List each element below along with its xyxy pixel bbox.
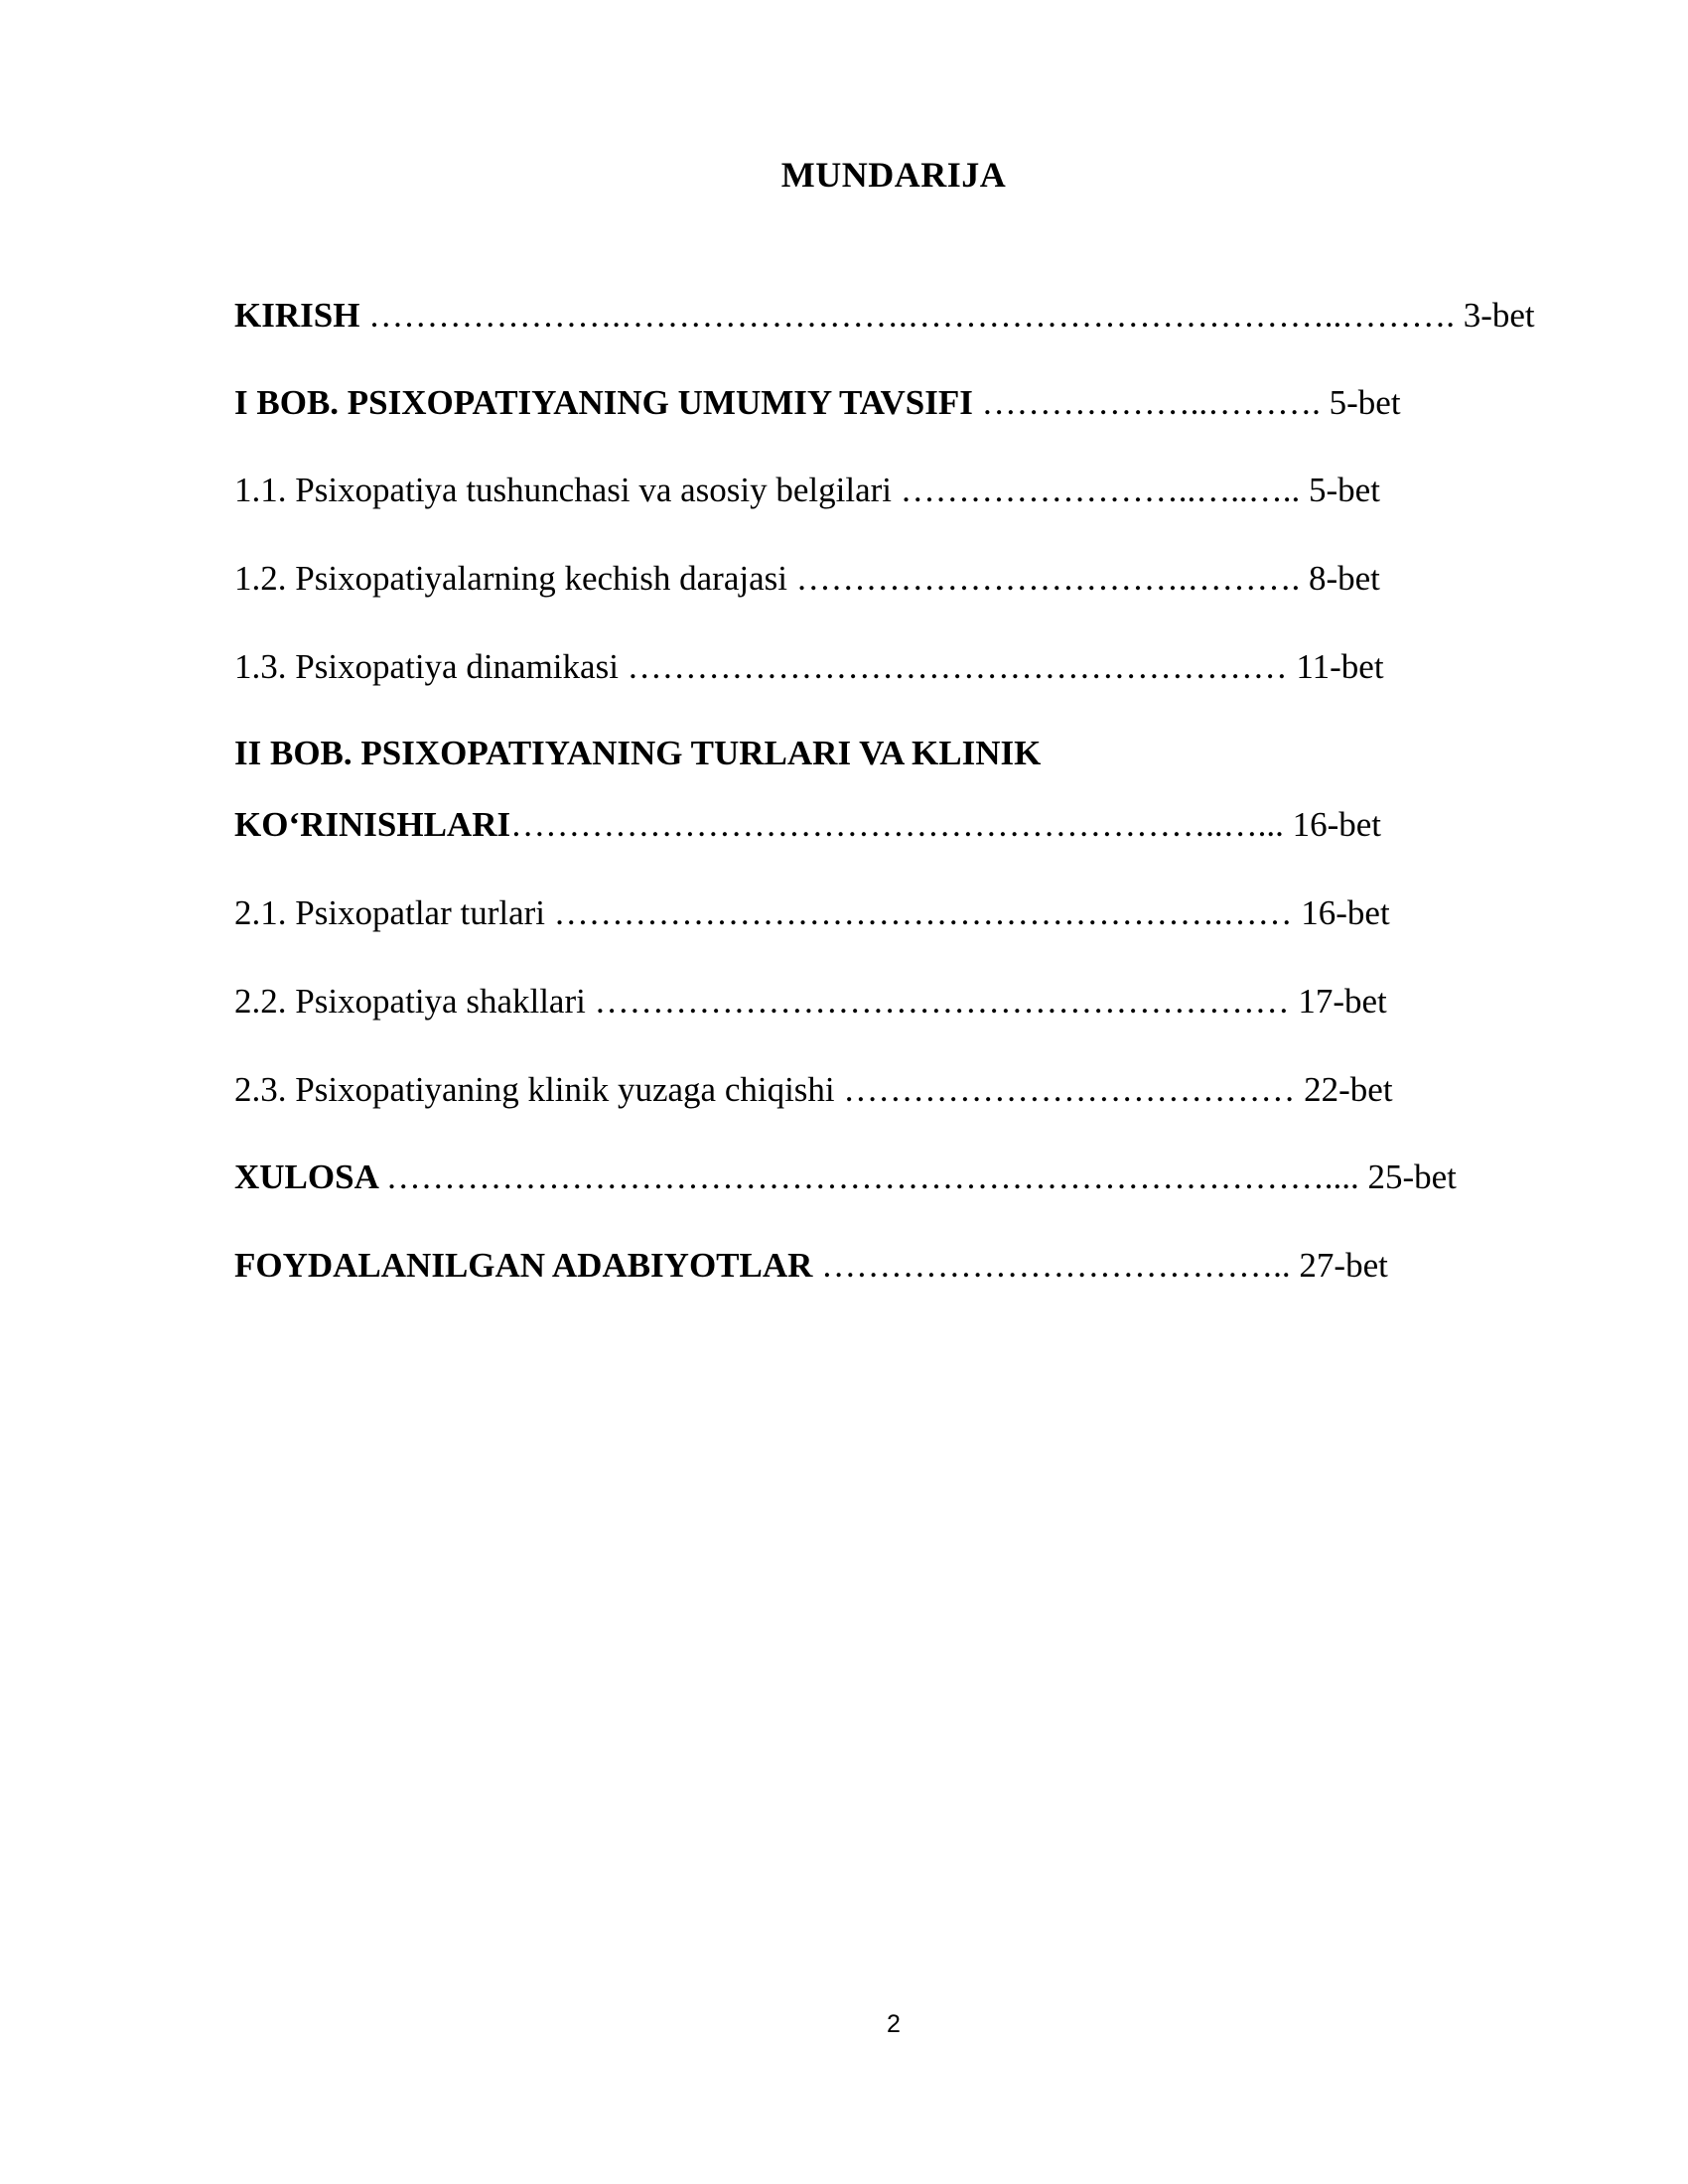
toc-page-ref: 5-bet	[1309, 471, 1380, 509]
page-title: MUNDARIJA	[780, 155, 1007, 195]
toc-entry-label: KO‘RINISHLARI	[234, 805, 511, 844]
toc-page-ref: 5-bet	[1329, 383, 1401, 422]
toc-page-ref: 25-bet	[1367, 1158, 1457, 1196]
toc-entry-1-1	[234, 469, 1380, 512]
page-number: 2	[887, 2010, 901, 2038]
toc-leader-dots: ………………….…………………….………………………………..……….	[368, 296, 1455, 335]
toc-entry-2-3	[234, 1068, 1393, 1112]
toc-page-ref: 11-bet	[1296, 647, 1384, 686]
toc-leader-dots: ……………………………………………………..…...	[510, 805, 1284, 844]
toc-entry-xulosa	[234, 1156, 1457, 1199]
toc-leader-dots: ……………………..…..…..	[900, 471, 1301, 509]
toc-entry-label: I BOB. PSIXOPATIYANING UMUMIY TAVSIFI	[234, 383, 973, 422]
toc-entry-kirish	[234, 294, 1535, 338]
toc-entry-chapter-1	[234, 381, 1401, 425]
toc-entry-label: 2.2. Psixopatiya shakllari	[234, 982, 586, 1021]
toc-page-ref: 27-bet	[1299, 1246, 1388, 1285]
toc-page-ref: 16-bet	[1301, 893, 1390, 932]
toc-leader-dots: …………………………………..	[821, 1246, 1291, 1285]
toc-entry-label: KIRISH	[234, 296, 360, 335]
toc-entry-label: II BOB. PSIXOPATIYANING TURLARI VA KLINIK	[234, 734, 1042, 772]
toc-leader-dots: …………………………….……….	[795, 559, 1301, 598]
toc-leader-dots: …………………………………	[843, 1070, 1296, 1109]
toc-entry-chapter-2-line-2	[234, 803, 1381, 847]
toc-page-ref: 22-bet	[1304, 1070, 1393, 1109]
toc-entry-1-2	[234, 557, 1380, 601]
toc-page-ref: 8-bet	[1308, 559, 1380, 598]
toc-entry-label: FOYDALANILGAN ADABIYOTLAR	[234, 1246, 813, 1285]
toc-entry-2-2	[234, 980, 1387, 1024]
toc-entry-label: 2.3. Psixopatiyaning klinik yuzaga chiqishi	[234, 1070, 835, 1109]
toc-page-ref: 16-bet	[1292, 805, 1382, 844]
toc-entry-label: 1.3. Psixopatiya dinamikasi	[234, 647, 619, 686]
toc-leader-dots: …………………………………………………	[627, 647, 1288, 686]
toc-entry-adabiyotlar	[234, 1244, 1388, 1288]
toc-entry-2-1	[234, 891, 1390, 935]
toc-entry-label: 1.1. Psixopatiya tushunchasi va asosiy belgilari	[234, 471, 892, 509]
toc-page-ref: 17-bet	[1298, 982, 1387, 1021]
toc-leader-dots: ……………………………………………………	[594, 982, 1290, 1021]
toc-leader-dots: ………………………………………………………………………....	[385, 1158, 1359, 1196]
toc-page-ref: 3-bet	[1463, 296, 1535, 335]
toc-entry-label: XULOSA	[234, 1158, 377, 1196]
toc-entry-chapter-2-line-1	[234, 732, 1041, 775]
toc-entry-1-3	[234, 645, 1384, 689]
toc-entry-label: 1.2. Psixopatiyalarning kechish darajasi	[234, 559, 787, 598]
toc-entry-label: 2.1. Psixopatlar turlari	[234, 893, 546, 932]
toc-leader-dots: ………………………………………………….……	[553, 893, 1293, 932]
toc-leader-dots: ………………..……….	[981, 383, 1321, 422]
